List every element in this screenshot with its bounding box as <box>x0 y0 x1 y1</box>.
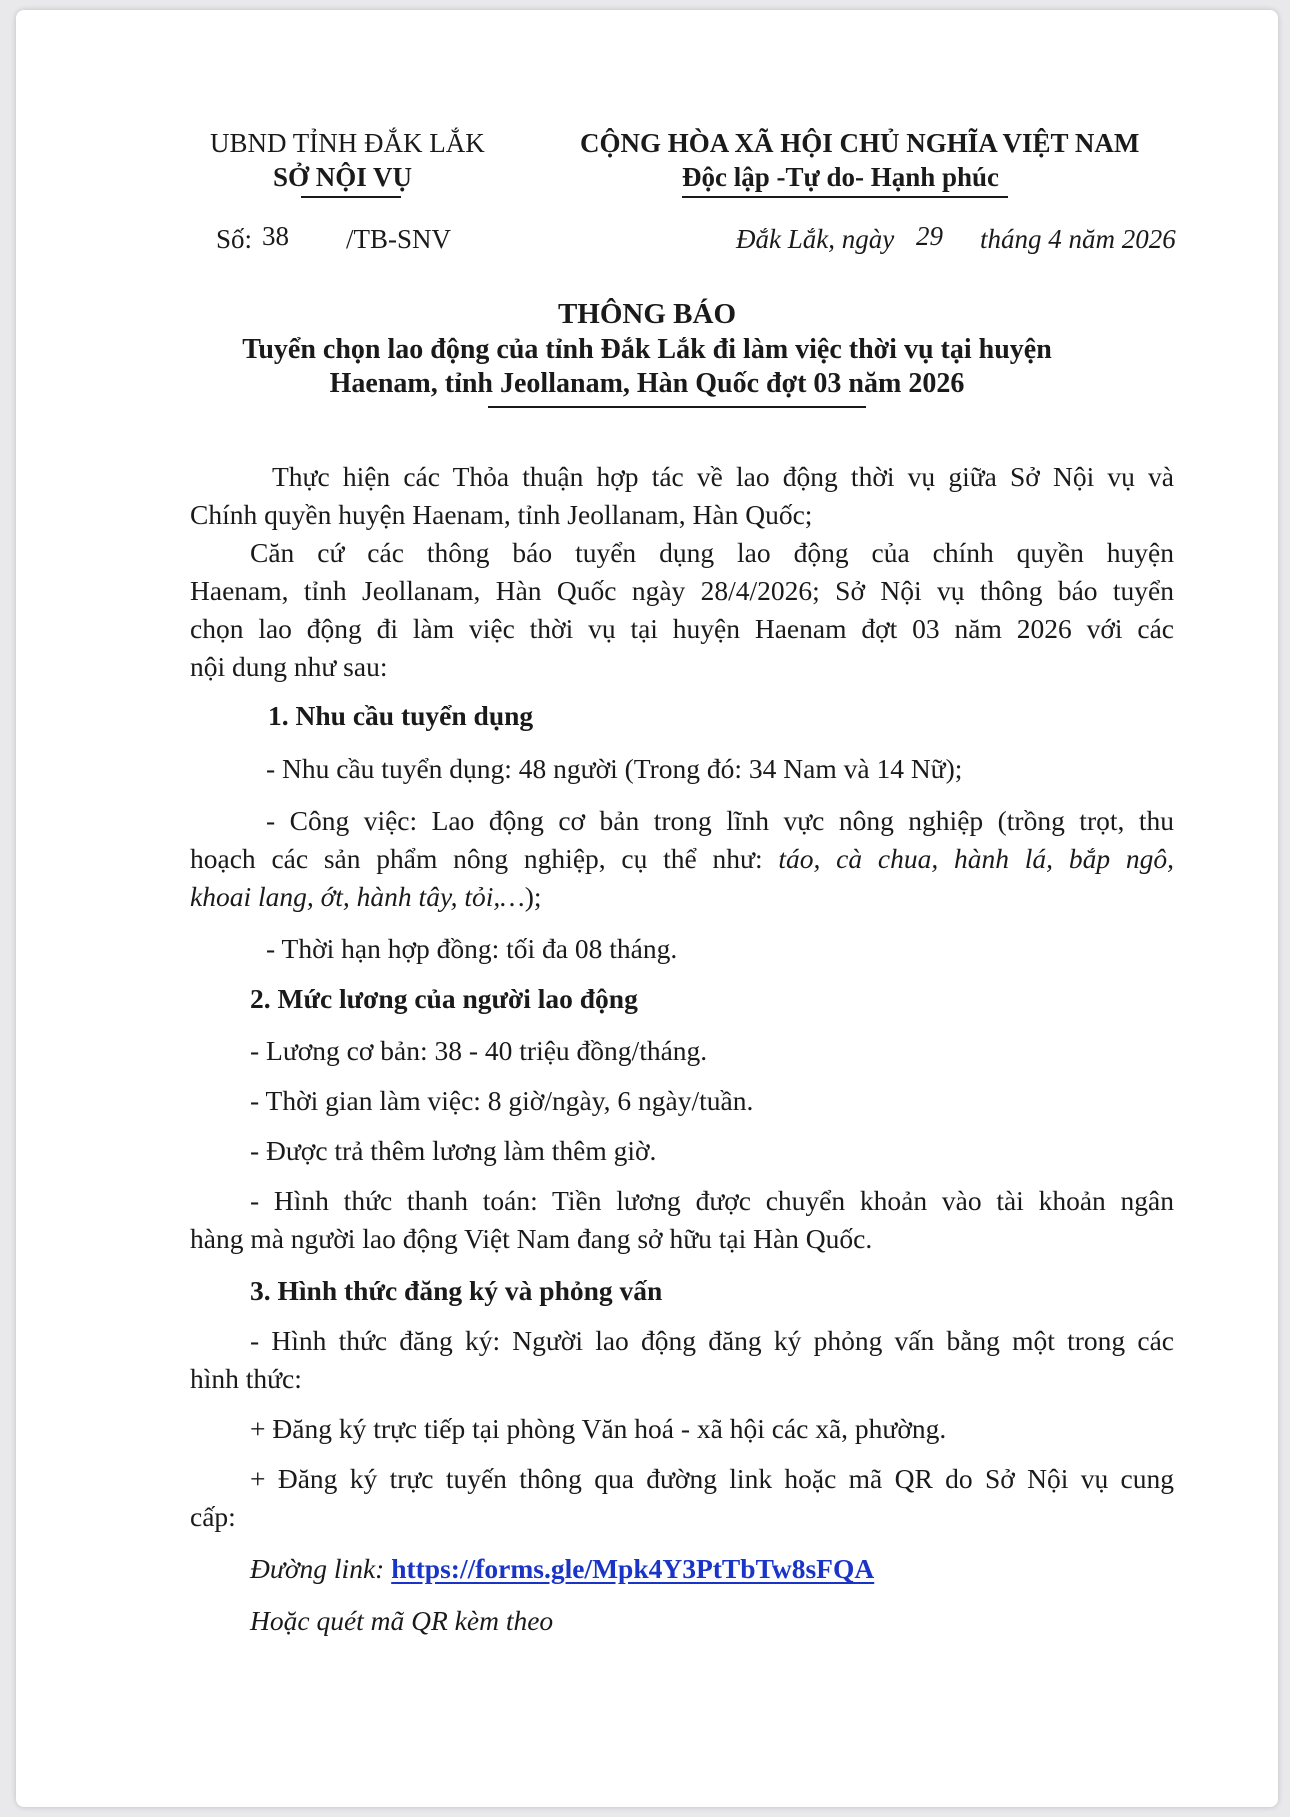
doc-subtitle-line2: Haenam, tỉnh Jeollanam, Hàn Quốc đợt 03 năm 2026 <box>329 368 965 399</box>
intro-p1-line1: Thực hiện các Thỏa thuận hợp tác về lao động thời vụ giữa Sở Nội vụ và <box>272 461 1174 492</box>
job-line2-crops: táo, cà chua, hành lá, bắp ngô, <box>778 843 1174 874</box>
salary-line: - Lương cơ bản: 38 - 40 triệu đồng/tháng. <box>250 1035 708 1066</box>
registration-form-link[interactable]: https://forms.gle/Mpk4Y3PtTbTw8sFQA <box>391 1553 875 1584</box>
section1-heading: 1. Nhu cầu tuyển dụng <box>268 700 534 731</box>
job-line2 <box>190 840 1174 878</box>
country-motto: Độc lập -Tự do- Hạnh phúc <box>682 162 1000 192</box>
qr-note: Hoặc quét mã QR kèm theo <box>250 1605 554 1636</box>
agency-name: UBND TỈNH ĐẮK LẮK <box>210 128 485 158</box>
country-name: CỘNG HÒA XÃ HỘI CHỦ NGHĨA VIỆT NAM <box>580 128 1140 158</box>
section3-heading: 3. Hình thức đăng ký và phỏng vấn <box>250 1275 663 1306</box>
overtime-line: - Được trả thêm lương làm thêm giờ. <box>250 1135 657 1166</box>
motto-underline <box>682 196 1008 198</box>
job-line3-crops: khoai lang, ớt, hành tây, tỏi,… <box>190 881 525 912</box>
department-name: SỞ NỘI VỤ <box>273 162 413 192</box>
doc-number-label: Số: <box>216 224 253 254</box>
job-line3-end: ); <box>524 881 542 912</box>
contract-line: - Thời hạn hợp đồng: tối đa 08 tháng. <box>266 933 678 964</box>
doc-code: /TB-SNV <box>346 224 452 254</box>
intro-p1-line2: Chính quyền huyện Haenam, tỉnh Jeollanam, Hàn Quốc; <box>190 499 813 530</box>
intro-p2-line4: nội dung như sau: <box>190 651 388 682</box>
registration-line2: hình thức: <box>190 1363 302 1394</box>
title-underline <box>488 406 866 408</box>
doc-date-suffix: tháng 4 năm 2026 <box>980 224 1176 254</box>
doc-date-prefix: Đắk Lắk, ngày <box>736 224 895 254</box>
doc-number: 38 <box>262 221 289 251</box>
doc-subtitle-line1: Tuyển chọn lao động của tỉnh Đắk Lắk đi làm việc thời vụ tại huyện <box>242 334 1052 365</box>
doc-date-day: 29 <box>916 221 943 251</box>
registration-option2-line2: cấp: <box>190 1501 236 1532</box>
registration-option1: + Đăng ký trực tiếp tại phòng Văn hoá - xã hội các xã, phường. <box>250 1413 947 1444</box>
department-underline <box>301 196 401 198</box>
payment-line1: - Hình thức thanh toán: Tiền lương được chuyển khoản vào tài khoản ngân <box>250 1185 1174 1216</box>
document-page <box>16 10 1278 1807</box>
form-link-row <box>250 1550 874 1588</box>
section2-heading: 2. Mức lương của người lao động <box>250 983 638 1014</box>
registration-line1: - Hình thức đăng ký: Người lao động đăng ký phỏng vấn bằng một trong các <box>250 1325 1174 1356</box>
job-line2-text: hoạch các sản phẩm nông nghiệp, cụ thể như: <box>190 843 779 874</box>
hours-line: - Thời gian làm việc: 8 giờ/ngày, 6 ngày/tuần. <box>250 1085 754 1116</box>
intro-p2-line2: Haenam, tỉnh Jeollanam, Hàn Quốc ngày 28/4/2026; Sở Nội vụ thông báo tuyển <box>190 575 1174 606</box>
intro-p2-line3: chọn lao động đi làm việc thời vụ tại huyện Haenam đợt 03 năm 2026 với các <box>190 613 1174 644</box>
doc-title: THÔNG BÁO <box>557 298 737 330</box>
link-label: Đường link: <box>250 1553 392 1584</box>
registration-option2-line1: + Đăng ký trực tuyến thông qua đường link hoặc mã QR do Sở Nội vụ cung <box>250 1463 1174 1494</box>
job-line1: - Công việc: Lao động cơ bản trong lĩnh vực nông nghiệp (trồng trọt, thu <box>266 805 1174 836</box>
demand-line: - Nhu cầu tuyển dụng: 48 người (Trong đó: 34 Nam và 14 Nữ); <box>266 753 963 784</box>
job-line3 <box>190 878 542 916</box>
intro-p2-line1: Căn cứ các thông báo tuyển dụng lao động của chính quyền huyện <box>250 537 1174 568</box>
payment-line2: hàng mà người lao động Việt Nam đang sở hữu tại Hàn Quốc. <box>190 1223 873 1254</box>
